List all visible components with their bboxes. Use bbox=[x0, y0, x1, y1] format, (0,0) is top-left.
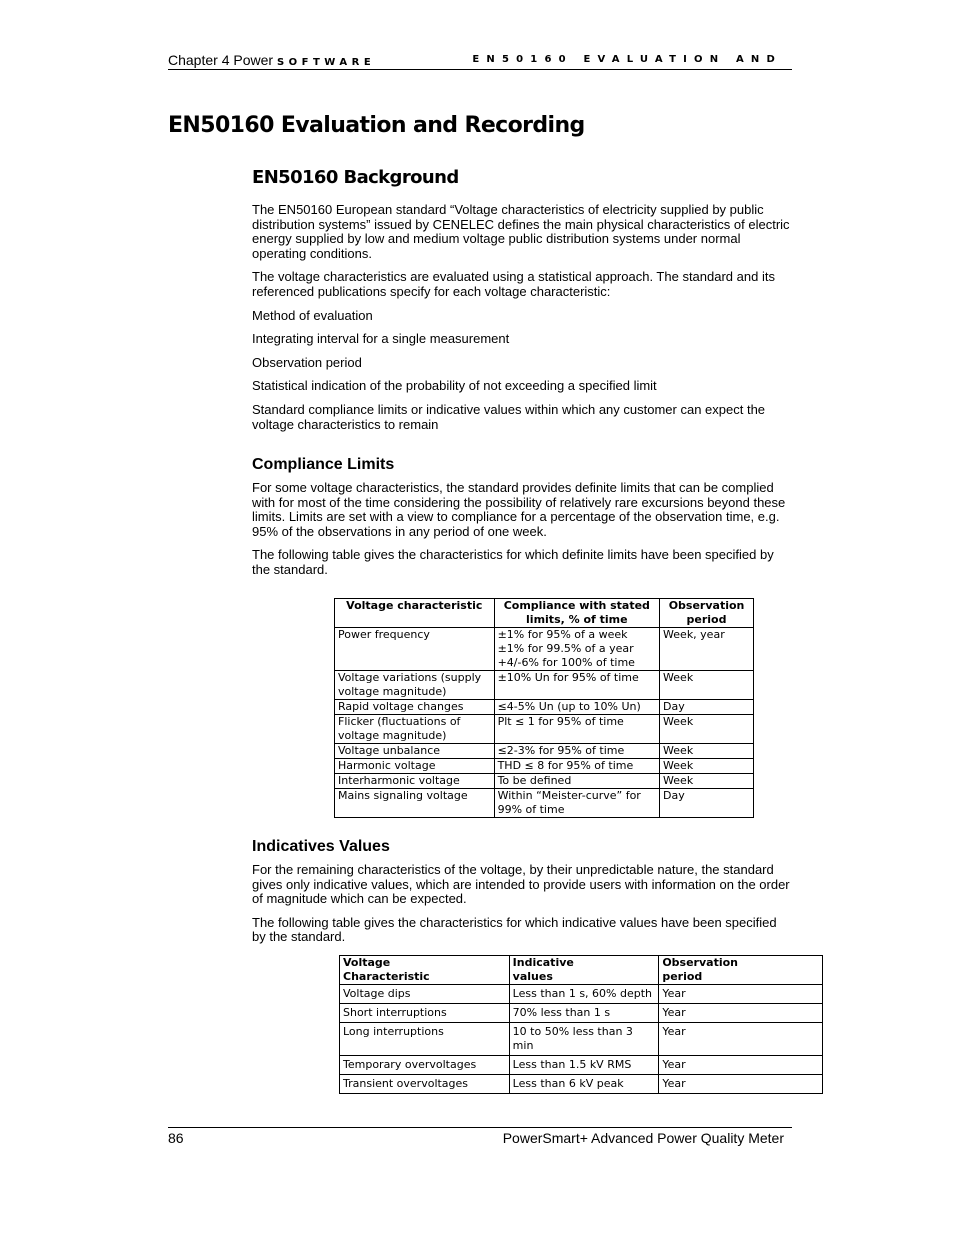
indicative-paragraph: For the remaining characteristics of the voltage, by their unpredictable nature, the standard gives only indicative values, which are intended to provide users with information on the order of magnitude which can be expected. bbox=[252, 862, 790, 907]
column-header: Observation period bbox=[659, 956, 823, 985]
table-row bbox=[335, 671, 754, 700]
table-cell: Plt ≤ 1 for 95% of time bbox=[494, 715, 659, 744]
table-cell: Voltage dips bbox=[340, 985, 510, 1004]
table-cell: Week bbox=[660, 671, 754, 700]
table-row bbox=[335, 715, 754, 744]
table-row bbox=[335, 700, 754, 715]
table-header-row bbox=[340, 956, 823, 985]
column-header: Compliance with stated limits, % of time bbox=[494, 599, 659, 628]
header-left bbox=[168, 52, 375, 68]
indicative-heading: Indicatives Values bbox=[252, 838, 390, 855]
footer-title: PowerSmart+ Advanced Power Quality Meter bbox=[502, 1130, 784, 1146]
background-list-item: Observation period bbox=[252, 354, 362, 370]
table-cell: Year bbox=[659, 1023, 823, 1056]
table-row bbox=[340, 1056, 823, 1075]
table-row bbox=[340, 985, 823, 1004]
table-cell: ±10% Un for 95% of time bbox=[494, 671, 659, 700]
table-cell: Year bbox=[659, 1056, 823, 1075]
indicative-paragraph: The following table gives the characteristics for which indicative values have been specified by the standard. bbox=[252, 914, 777, 945]
table-row bbox=[340, 1075, 823, 1094]
compliance-heading: Compliance Limits bbox=[252, 456, 395, 473]
table-row bbox=[340, 1004, 823, 1023]
compliance-section bbox=[252, 481, 792, 578]
table-row bbox=[335, 744, 754, 759]
compliance-paragraph: The following table gives the characteristics for which definite limits have been specified by the standard. bbox=[252, 547, 774, 577]
table-cell: 10 to 50% less than 3 min bbox=[509, 1023, 659, 1056]
background-list-item: Integrating interval for a single measurement bbox=[252, 331, 510, 347]
table-cell: Transient overvoltages bbox=[340, 1075, 510, 1094]
table-cell: Year bbox=[659, 1075, 823, 1094]
column-header: Voltage Characteristic bbox=[340, 956, 510, 985]
background-paragraph: The EN50160 European standard “Voltage characteristics of electricity supplied by public distribution systems” issued by CENELEC defines the main physical characteristics of electric energy supplied by low and medium voltage public distribution systems under normal operating conditions. bbox=[252, 202, 790, 261]
table-header-row bbox=[335, 599, 754, 628]
page-number: 86 bbox=[168, 1130, 184, 1146]
table-cell: Less than 1 s, 60% depth bbox=[509, 985, 659, 1004]
table-row bbox=[335, 628, 754, 671]
table-cell: Week bbox=[660, 759, 754, 774]
table-cell: Flicker (fluctuations of voltage magnitude) bbox=[335, 715, 495, 744]
table-row bbox=[340, 1023, 823, 1056]
page-title: EN50160 Evaluation and Recording bbox=[168, 113, 585, 138]
table-cell: Year bbox=[659, 1004, 823, 1023]
table-cell: Interharmonic voltage bbox=[335, 774, 495, 789]
table-cell: THD ≤ 8 for 95% of time bbox=[494, 759, 659, 774]
table-row bbox=[335, 759, 754, 774]
table-cell: Week bbox=[660, 715, 754, 744]
table-cell: ≤2-3% for 95% of time bbox=[494, 744, 659, 759]
table-row bbox=[335, 774, 754, 789]
table-row bbox=[335, 789, 754, 818]
background-heading: EN50160 Background bbox=[252, 167, 459, 188]
table-cell: Week bbox=[660, 744, 754, 759]
table-cell: Week bbox=[660, 774, 754, 789]
background-list-item: Standard compliance limits or indicative values within which any customer can expect the voltage characteristics to remain bbox=[252, 401, 766, 432]
table-cell: Long interruptions bbox=[340, 1023, 510, 1056]
page-header bbox=[168, 52, 792, 70]
table-cell: Harmonic voltage bbox=[335, 759, 495, 774]
table-cell: Less than 1.5 kV RMS bbox=[509, 1056, 659, 1075]
table-cell: Year bbox=[659, 985, 823, 1004]
table-cell: To be defined bbox=[494, 774, 659, 789]
column-header: Observation period bbox=[660, 599, 754, 628]
table-cell: Voltage unbalance bbox=[335, 744, 495, 759]
background-list-item: Method of evaluation bbox=[252, 307, 373, 323]
table-cell: ±1% for 95% of a week ±1% for 99.5% of a year +4/-6% for 100% of time bbox=[494, 628, 659, 671]
background-paragraph: The voltage characteristics are evaluated using a statistical approach. The standard and its referenced publications specify for each voltage characteristic: bbox=[252, 269, 775, 299]
indicative-section bbox=[252, 863, 792, 945]
table-cell: Voltage variations (supply voltage magnitude) bbox=[335, 671, 495, 700]
compliance-table bbox=[334, 598, 754, 818]
header-chapter: Chapter 4 Power bbox=[168, 52, 274, 68]
compliance-paragraph: For some voltage characteristics, the standard provides definite limits that can be complied with for most of the time considering the possibility of relatively rare excursions beyond these limits. Limits are set with a view to compliance for a percentage of the observation time, e.g. 95% of the observations in any period of one week. bbox=[252, 480, 786, 539]
indicative-table bbox=[339, 955, 823, 1094]
table-cell: Rapid voltage changes bbox=[335, 700, 495, 715]
column-header: Voltage characteristic bbox=[335, 599, 495, 628]
column-header: Indicative values bbox=[509, 956, 659, 985]
header-right: EN50160 EVALUATION AND bbox=[472, 54, 782, 65]
table-cell: Power frequency bbox=[335, 628, 495, 671]
background-list-item: Statistical indication of the probability of not exceeding a specified limit bbox=[252, 378, 657, 394]
table-cell: Week, year bbox=[660, 628, 754, 671]
table-cell: Temporary overvoltages bbox=[340, 1056, 510, 1075]
table-cell: 70% less than 1 s bbox=[509, 1004, 659, 1023]
table-cell: Within “Meister-curve” for 99% of time bbox=[494, 789, 659, 818]
table-cell: Short interruptions bbox=[340, 1004, 510, 1023]
table-cell: ≤4-5% Un (up to 10% Un) bbox=[494, 700, 659, 715]
background-section bbox=[252, 203, 792, 432]
header-software: SOFTWARE bbox=[276, 57, 376, 68]
table-cell: Less than 6 kV peak bbox=[509, 1075, 659, 1094]
table-cell: Day bbox=[660, 700, 754, 715]
table-cell: Mains signaling voltage bbox=[335, 789, 495, 818]
table-cell: Day bbox=[660, 789, 754, 818]
page-footer bbox=[168, 1127, 792, 1148]
